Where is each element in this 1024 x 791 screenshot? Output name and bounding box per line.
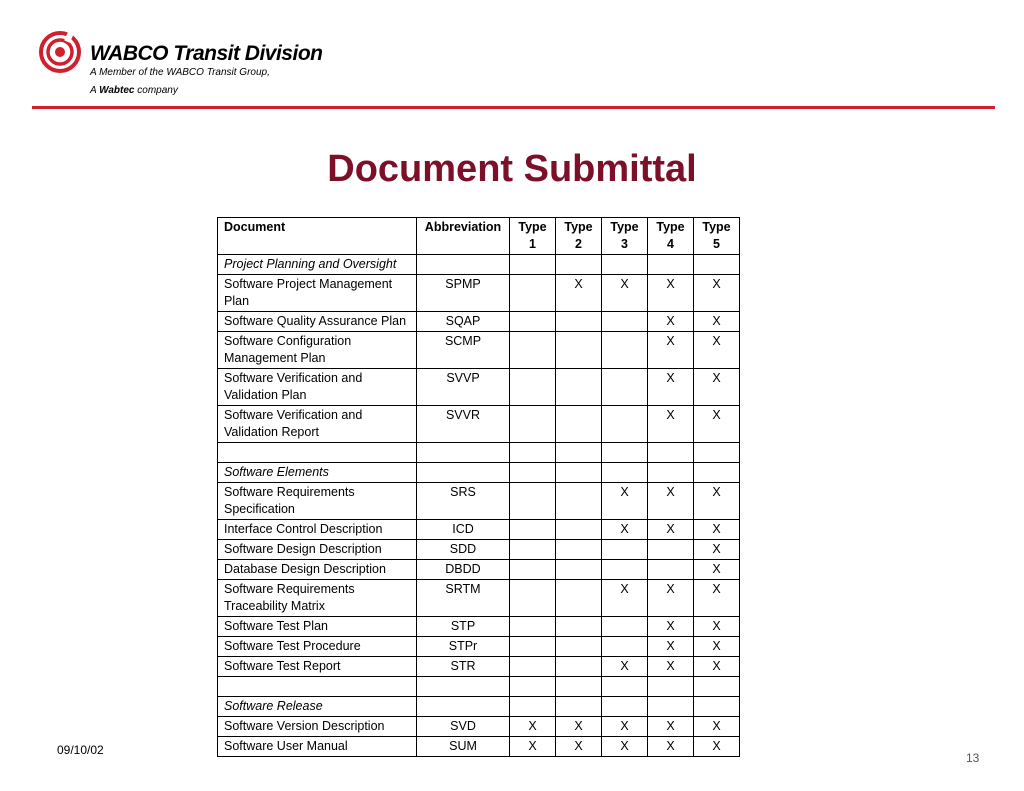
table-cell: Software Requirements Traceability Matrix [218,580,417,617]
table-cell: X [510,737,556,757]
table-cell [602,369,648,406]
table-row [218,312,740,332]
table-cell [556,677,602,697]
section-row [218,463,740,483]
table-row [218,275,740,312]
table-cell: Software Project Management Plan [218,275,417,312]
table-cell: SRS [417,483,510,520]
table-cell [510,443,556,463]
wabco-logo-icon [38,30,83,75]
table-cell: X [648,580,694,617]
table-cell [556,697,602,717]
table-cell [602,406,648,443]
table-cell: STPr [417,637,510,657]
table-cell: Software User Manual [218,737,417,757]
table-cell: ICD [417,520,510,540]
header-divider [32,106,995,109]
wabtec-tagline [90,85,178,96]
table-cell [694,697,740,717]
wabtec-suffix: company [137,85,178,96]
table-cell: SVVP [417,369,510,406]
column-header: Abbreviation [417,218,510,255]
table-cell: X [602,717,648,737]
table-cell [417,677,510,697]
brand-name: WABCO Transit Division [90,42,323,65]
table-cell: X [648,717,694,737]
table-cell [556,255,602,275]
table-cell [556,332,602,369]
table-cell: X [694,617,740,637]
table-cell [510,540,556,560]
table-cell: SPMP [417,275,510,312]
table-header-row [218,218,740,255]
table-row [218,617,740,637]
table-cell: X [602,483,648,520]
table-cell: X [648,483,694,520]
table-cell [218,443,417,463]
table-cell [694,255,740,275]
table-cell: X [694,312,740,332]
table-cell: X [694,580,740,617]
table-cell: X [648,406,694,443]
table-cell [648,463,694,483]
table-cell: Software Verification and Validation Report [218,406,417,443]
table-cell: SDD [417,540,510,560]
footer-date: 09/10/02 [57,743,104,757]
table-cell: STP [417,617,510,637]
table-cell [510,332,556,369]
table-cell [556,657,602,677]
table-cell [602,637,648,657]
table-cell [510,463,556,483]
table-cell: X [602,275,648,312]
table-cell [556,483,602,520]
table-cell: X [648,737,694,757]
table-cell [556,312,602,332]
table-row [218,637,740,657]
table-cell [556,540,602,560]
table-cell [218,677,417,697]
table-row [218,332,740,369]
member-tagline: A Member of the WABCO Transit Group, [90,67,270,78]
table-cell [510,560,556,580]
column-header: Type 4 [648,218,694,255]
table-cell [510,369,556,406]
table-cell [602,540,648,560]
submittal-table [217,217,740,757]
table-cell: Software Test Plan [218,617,417,637]
table-row [218,580,740,617]
table-cell [602,443,648,463]
table-cell: X [694,369,740,406]
table-cell: X [648,275,694,312]
table-cell: SUM [417,737,510,757]
table-cell [556,443,602,463]
table-cell: X [602,657,648,677]
table-cell [556,560,602,580]
table-cell [556,580,602,617]
table-cell: X [694,520,740,540]
table-cell: Database Design Description [218,560,417,580]
table-cell [510,275,556,312]
table-cell [648,677,694,697]
table-cell: X [694,332,740,369]
table-cell: Software Verification and Validation Plan [218,369,417,406]
table-cell: X [694,483,740,520]
table-cell: X [648,369,694,406]
table-cell: Software Quality Assurance Plan [218,312,417,332]
section-row [218,697,740,717]
table-cell [602,312,648,332]
column-header: Type 2 [556,218,602,255]
wabtec-name: Wabtec [99,85,135,96]
table-cell: X [556,737,602,757]
table-cell [417,463,510,483]
table-cell: Software Version Description [218,717,417,737]
table-cell [510,617,556,637]
table-cell [648,255,694,275]
table-cell [510,637,556,657]
table-cell [556,637,602,657]
table-cell: X [648,657,694,677]
table-cell: X [694,657,740,677]
table-row [218,737,740,757]
table-cell: Software Configuration Management Plan [218,332,417,369]
table-cell [648,443,694,463]
table-cell [602,617,648,637]
table-cell: Interface Control Description [218,520,417,540]
table-cell: SVVR [417,406,510,443]
table-cell: X [510,717,556,737]
table-cell [417,697,510,717]
table-cell [510,520,556,540]
table-cell: X [648,312,694,332]
column-header: Type 3 [602,218,648,255]
table-cell [602,677,648,697]
column-header: Document [218,218,417,255]
table-row [218,540,740,560]
section-row [218,255,740,275]
table-cell: X [648,637,694,657]
table-cell [602,255,648,275]
table-row [218,406,740,443]
table-cell [510,580,556,617]
table-cell [648,540,694,560]
table-row [218,677,740,697]
table-cell [556,617,602,637]
table-cell: X [648,617,694,637]
table-cell [510,657,556,677]
table-cell [510,677,556,697]
table-cell [510,697,556,717]
table-cell: X [694,275,740,312]
table-cell: Software Design Description [218,540,417,560]
table-cell: X [694,737,740,757]
table-cell [417,443,510,463]
table-cell: X [648,332,694,369]
column-header: Type 5 [694,218,740,255]
table-cell: Software Elements [218,463,417,483]
table-cell [510,406,556,443]
table-cell: X [602,580,648,617]
table-cell [694,463,740,483]
table-cell [648,697,694,717]
table-cell [510,483,556,520]
table-cell: X [694,717,740,737]
table-cell: X [648,520,694,540]
table-cell [602,697,648,717]
table-row [218,657,740,677]
table-cell: X [602,520,648,540]
table-cell [602,463,648,483]
table-row [218,717,740,737]
table-cell: Software Test Procedure [218,637,417,657]
table-cell [510,255,556,275]
column-header: Type 1 [510,218,556,255]
table-cell: SCMP [417,332,510,369]
table-cell [556,369,602,406]
table-cell: X [556,717,602,737]
table-cell [602,332,648,369]
table-cell: SQAP [417,312,510,332]
table-cell: X [556,275,602,312]
table-cell [694,677,740,697]
table-cell: DBDD [417,560,510,580]
table-cell [648,560,694,580]
table-cell: X [694,540,740,560]
table-cell [556,406,602,443]
table-cell [510,312,556,332]
table-cell: SRTM [417,580,510,617]
table-row [218,520,740,540]
table-cell: Software Release [218,697,417,717]
table-row [218,369,740,406]
table-row [218,483,740,520]
table-cell: Project Planning and Oversight [218,255,417,275]
table-cell: STR [417,657,510,677]
slide-title: Document Submittal [327,148,697,190]
table-cell: X [694,637,740,657]
table-row [218,443,740,463]
page-number: 13 [966,751,980,765]
table-cell: Software Requirements Specification [218,483,417,520]
table-cell [556,520,602,540]
table-cell: X [694,560,740,580]
table-cell: SVD [417,717,510,737]
table-cell [694,443,740,463]
table-cell [556,463,602,483]
wabtec-prefix: A [90,85,97,96]
table-cell [417,255,510,275]
table-row [218,560,740,580]
table-cell: X [694,406,740,443]
table-cell [602,560,648,580]
table-cell: Software Test Report [218,657,417,677]
table-cell: X [602,737,648,757]
